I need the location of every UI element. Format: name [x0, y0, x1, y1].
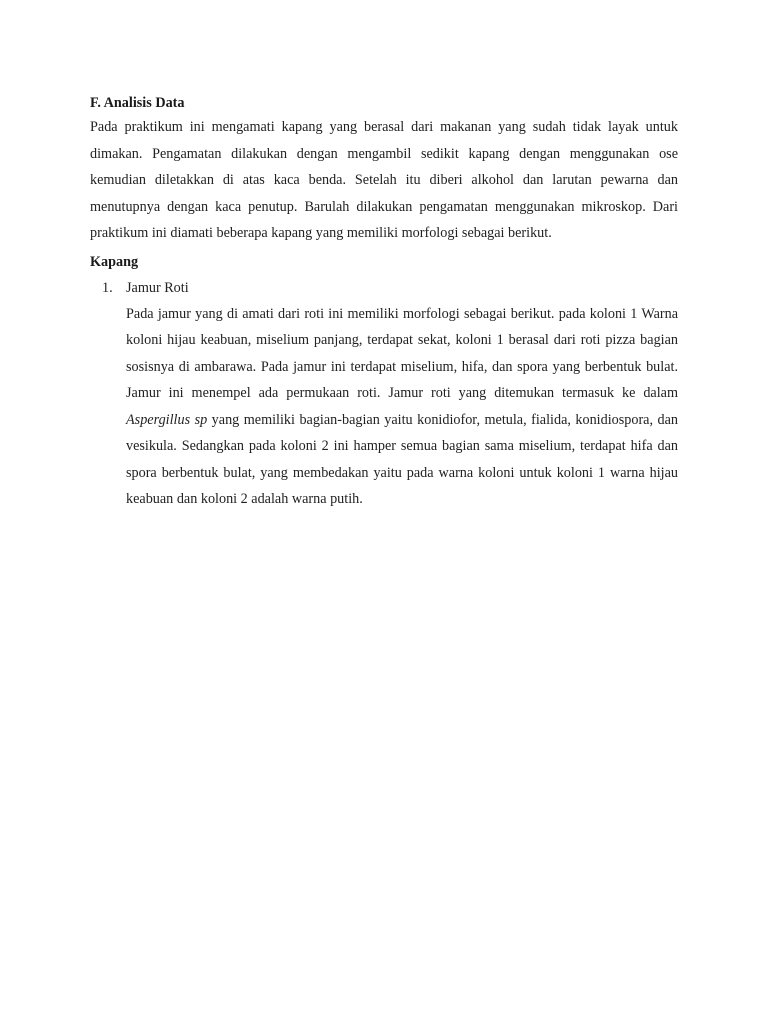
body-text-before: Pada jamur yang di amati dari roti ini memiliki morfologi sebagai berikut. pada koloni 1 Warna koloni hijau keabuan, miselium panjang, terdapat sekat, koloni 1 berasal dari roti pizza bagian sosisnya di ambarawa. Pada jamur ini terdapat miselium, hifa, dan spora yang berbentuk bulat. Jamur ini menempel ada permukaan roti. Jamur roti yang ditemukan termasuk ke dalam: [126, 305, 678, 401]
list-item-title-text: Jamur Roti: [126, 279, 189, 296]
list-item-title: [90, 277, 678, 299]
species-name: Aspergillus sp: [126, 411, 208, 428]
list-item-body: [126, 301, 678, 513]
kapang-list: [90, 277, 678, 513]
intro-paragraph: Pada praktikum ini mengamati kapang yang berasal dari makanan yang sudah tidak layak untuk dimakan. Pengamatan dilakukan dengan mengambil sedikit kapang dengan menggunakan ose kemudian diletakkan di atas kaca benda. Setelah itu diberi alkohol dan larutan pewarna dan menutupnya dengan kaca penutup. Barulah dilakukan pengamatan menggunakan mikroskop. Dari praktikum ini diamati beberapa kapang yang memiliki morfologi sebagai berikut.: [90, 119, 678, 241]
section-heading: F. Analisis Data: [90, 95, 185, 111]
kapang-heading: Kapang: [90, 253, 139, 270]
list-item-number: 1.: [102, 279, 113, 296]
document-page: [90, 92, 678, 527]
body-text-after: yang memiliki bagian-bagian yaitu konidiofor, metula, fialida, konidiospora, dan vesikula. Sedangkan pada koloni 2 ini hamper semua bagian sama miselium, terdapat hifa dan spora berbentuk bulat, yang membedakan yaitu pada warna koloni untuk koloni 1 warna hijau keabuan dan koloni 2 adalah warna putih.: [126, 411, 678, 507]
